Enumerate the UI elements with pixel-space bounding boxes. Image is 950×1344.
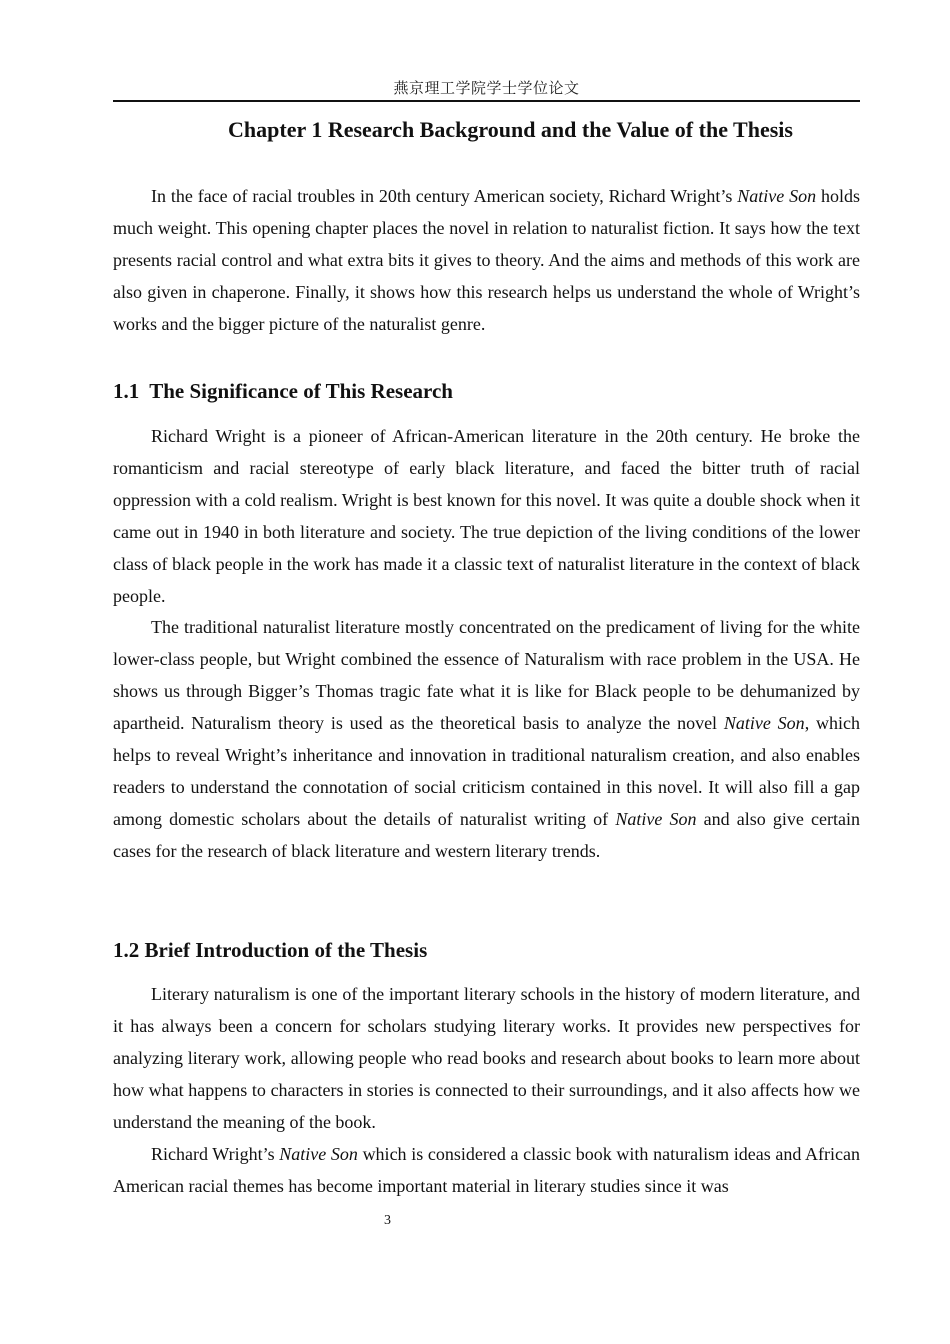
section-1-2-paragraph-1: Literary naturalism is one of the important literary schools in the history of modern literature, and it has always been a concern for scholars studying literary works. It provides new perspectives for analyzing literary work, allowing people who read books and research about books to learn more about how what happens to characters in stories is connected to their surroundings, and it also affects how we understand the meaning of the book. xyxy=(113,984,860,1132)
text-run: holds much weight. This opening chapter places the novel in relation to naturalist fiction. It says how the text presents racial control and what extra bits it gives to theory. And the aims and methods of this work are also given in chaperone. Finally, it shows how this research helps us understand the whole of Wright’s works and the bigger picture of the naturalist genre. xyxy=(113,186,860,334)
text-run: Richard Wright’s xyxy=(151,1144,280,1164)
running-header: 燕京理工学院学士学位论文 xyxy=(393,79,580,97)
text-run: which is considered a classic book with naturalism ideas and African American racial themes has become important material in literary studies since it was xyxy=(113,1144,860,1196)
book-title-italic: Native Son xyxy=(279,1144,358,1164)
header-rule xyxy=(113,100,860,102)
section-heading-1-1 xyxy=(113,379,860,404)
text-run: and also give certain cases for the research of black literature and western literary trends. xyxy=(113,809,860,861)
text-run: The traditional naturalist literature mostly concentrated on the predicament of living for the white lower-class people, but Wright combined the essence of Naturalism with race problem in the USA. He shows us through Bigger’s Thomas tragic fate what it is like for Black people to be dehumanized by apartheid. Naturalism theory is used as the theoretical basis to analyze the novel xyxy=(113,617,860,733)
chapter-title: Chapter 1 Research Background and the Value of the Thesis xyxy=(228,117,793,142)
section-number: 1.2 xyxy=(113,938,140,962)
section-title: Brief Introduction of the Thesis xyxy=(144,938,428,962)
book-title-italic: Native Son xyxy=(615,809,697,829)
text-run: In the face of racial troubles in 20th century American society, Richard Wright’s xyxy=(151,186,738,206)
section-number: 1.1 xyxy=(113,379,140,403)
section-title: The Significance of This Research xyxy=(149,379,453,403)
section-1-2-paragraph-2 xyxy=(113,1138,860,1202)
section-heading-1-2 xyxy=(113,938,860,963)
text-run: , which helps to reveal Wright’s inheritance and innovation in traditional naturalism creation, and also enables readers to understand the connotation of social criticism contained in this novel. It will also fill a gap among domestic scholars about the details of naturalist writing of xyxy=(113,713,860,829)
page-number: 3 xyxy=(384,1213,391,1228)
book-title-italic: Native Son xyxy=(723,713,805,733)
book-title-italic: Native Son xyxy=(737,186,817,206)
chapter-intro-paragraph xyxy=(113,180,860,340)
section-1-1-paragraph-2 xyxy=(113,611,860,867)
section-1-1-paragraph-1: Richard Wright is a pioneer of African-American literature in the 20th century. He broke the romanticism and racial stereotype of early black literature, and faced the bitter truth of racial oppression with a cold realism. Wright is best known for this novel. It was quite a double shock when it came out in 1940 in both literature and society. The true depiction of the living conditions of the lower class of black people in the work has made it a classic text of naturalist literature in the context of black people. xyxy=(113,426,860,606)
